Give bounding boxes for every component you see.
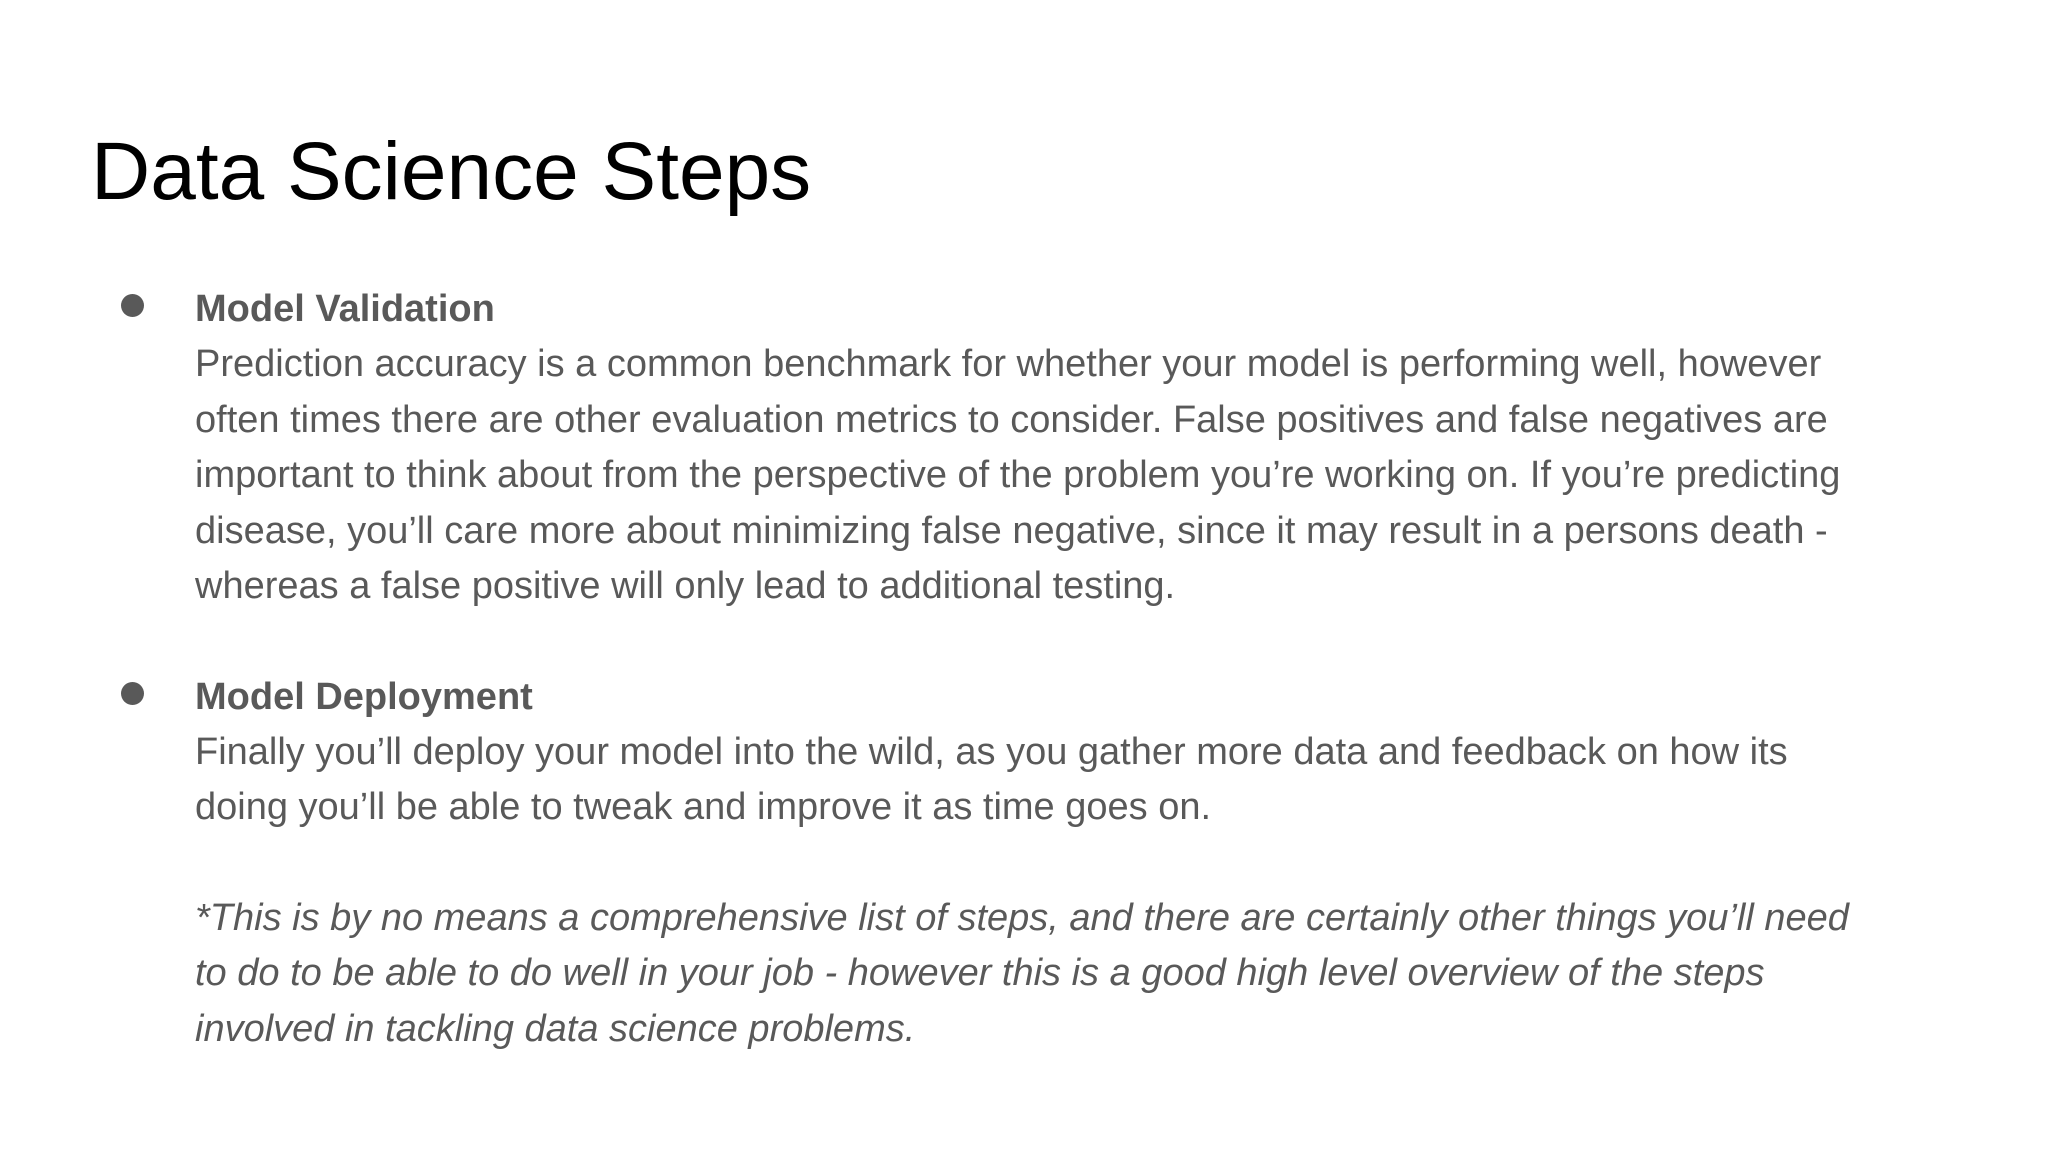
footnote-line: to do to be able to do well in your job - however this is a good high level overview of the steps [195, 952, 1765, 994]
slide-body [0, 282, 2048, 1057]
text-line: doing you’ll be able to tweak and improve it as time goes on. [195, 786, 1212, 828]
footnote [195, 891, 1975, 1058]
bullet-dot-icon [121, 294, 144, 317]
bullet-dot-icon [121, 682, 144, 705]
bullet-item-model-validation [0, 282, 2048, 615]
text-line: disease, you’ll care more about minimizing false negative, since it may result in a persons death - [195, 509, 1828, 552]
text-line: important to think about from the perspective of the problem you’re working on. If you’re predicting [195, 454, 1841, 496]
item-heading: Model Validation [195, 288, 495, 330]
item-description [195, 725, 1965, 836]
item-heading: Model Deployment [195, 675, 533, 718]
text-line: whereas a false positive will only lead to additional testing. [195, 565, 1176, 607]
text-line: Prediction accuracy is a common benchmark for whether your model is performing well, however [195, 343, 1822, 385]
footnote-line: involved in tackling data science problems. [195, 1007, 916, 1050]
bullet-item-model-deployment [0, 670, 2048, 836]
text-line: Finally you’ll deploy your model into the wild, as you gather more data and feedback on how its [195, 730, 1788, 773]
footnote-line: *This is by no means a comprehensive list of steps, and there are certainly other things you’ll need [195, 896, 1849, 939]
text-line: often times there are other evaluation metrics to consider. False positives and false negatives are [195, 398, 1828, 441]
slide-title: Data Science Steps [91, 126, 812, 217]
item-description [195, 337, 1965, 615]
